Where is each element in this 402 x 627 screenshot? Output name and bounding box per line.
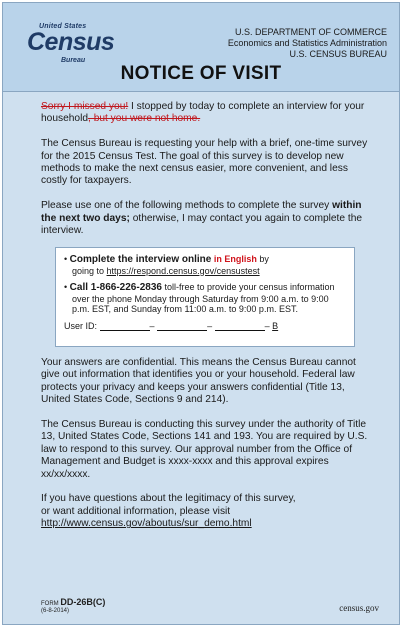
- instructions-deadline: within the next two days;: [41, 200, 362, 224]
- survey-info-link[interactable]: http://www.census.gov/aboutus/sur_demo.html: [41, 518, 252, 530]
- online-url-link[interactable]: https://respond.census.gov/censustest: [106, 265, 260, 276]
- intro-paragraph: [41, 101, 373, 126]
- department-block: [228, 27, 387, 60]
- contact-line-1: If you have questions about the legitimacy of this survey,: [41, 493, 296, 505]
- methods-box: [55, 247, 355, 347]
- online-lead: Complete the interview online: [69, 254, 212, 265]
- notice-card: [2, 2, 400, 625]
- purpose-paragraph: The Census Bureau is requesting your help with a brief, one-time survey for the 2015 Census Test. The goal of this survey is to develop new methods to make the next census easier, more convenient, and less costly for taxpayers.: [41, 138, 368, 187]
- form-code: DD-26B(C): [60, 597, 106, 607]
- page-title: NOTICE OF VISIT: [120, 63, 282, 84]
- online-by: by: [256, 254, 269, 264]
- user-id-dash-1: –: [149, 320, 155, 331]
- struck-text-1: Sorry I missed you!: [41, 101, 129, 112]
- phone-method: [64, 282, 346, 315]
- dept-line-3: U.S. CENSUS BUREAU: [289, 49, 387, 59]
- phone-lead: Call 1-866-226-2836: [69, 282, 162, 293]
- online-method: [64, 254, 346, 276]
- legal-section: [41, 357, 373, 543]
- dept-line-1: U.S. DEPARTMENT OF COMMERCE: [234, 27, 387, 37]
- form-date: (6-8-2014): [41, 608, 70, 614]
- website-label: census.gov: [339, 603, 379, 613]
- authority-paragraph: The Census Bureau is conducting this survey under the authority of Title 13, United States Code, Sections 141 and 193. You are required by U.S. law to respond to this survey. Our approval number from the Office of Management and Budget is xxxx-xxxx and this approval expires xx/xx/xxxx.: [41, 419, 368, 480]
- contact-paragraph: [41, 493, 373, 530]
- user-id-dash-3: –: [264, 320, 270, 331]
- dept-line-2: Economics and Statistics Administration: [227, 38, 387, 48]
- form-number: [41, 599, 105, 615]
- struck-text-2: , but you were not home.: [88, 113, 201, 125]
- bullet-icon: •: [64, 254, 70, 264]
- instructions-pre: Please use one of the following methods to complete the survey: [41, 200, 333, 212]
- instructions-post: otherwise, I may contact you again to complete the interview.: [41, 212, 363, 237]
- user-id-suffix: B: [272, 320, 279, 331]
- header-divider: [3, 91, 399, 92]
- phone-text: toll-free to provide your census information over the phone Monday through Saturday from 9:00 a.m. to 9:00 p.m. EST, and Sunday from 11:00 a.m. to 9:00 p.m. EST.: [72, 282, 335, 314]
- intro-text: I stopped by today to complete an interview for your household: [41, 101, 365, 125]
- language-label: in English: [213, 254, 257, 264]
- online-going-to: going to: [72, 265, 107, 276]
- user-id-label: User ID:: [64, 320, 98, 331]
- form-label: FORM: [41, 601, 59, 607]
- contact-line-2: or want additional information, please visit: [41, 505, 231, 517]
- confidentiality-paragraph: Your answers are confidential. This means the Census Bureau cannot give out information that identifies you or your household. Federal law protects your privacy and keeps your answers confidential (Title 13, United States Code, Sections 9 and 214).: [41, 357, 356, 406]
- logo-bottom-text: Bureau: [61, 57, 86, 64]
- logo-top-text: United States: [39, 23, 87, 30]
- notice-body: [41, 101, 373, 250]
- user-id-row: [64, 321, 346, 332]
- user-id-field-1: [100, 322, 150, 331]
- bullet-icon: •: [64, 282, 70, 292]
- logo-main-text: Census: [27, 28, 115, 56]
- instructions-paragraph: [41, 200, 373, 237]
- user-id-dash-2: –: [207, 320, 213, 331]
- header: [3, 3, 399, 91]
- user-id-field-3: [215, 322, 265, 331]
- user-id-field-2: [157, 322, 207, 331]
